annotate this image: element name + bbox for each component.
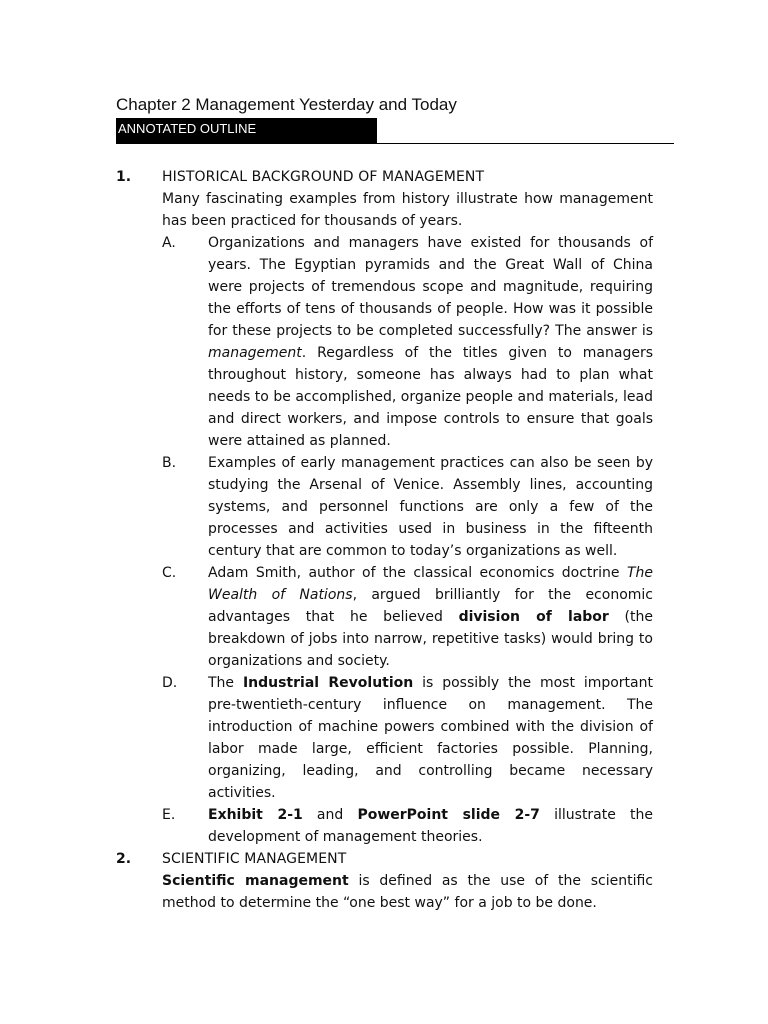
text-run: Adam Smith, author of the classical economics doctrine xyxy=(208,565,627,581)
chapter-title: Chapter 2 Management Yesterday and Today xyxy=(116,95,457,114)
outline-item xyxy=(162,804,653,848)
text-run: Examples of early management practices can also be seen by studying the Arsenal of Venice. Assembly lines, accounting systems, and personnel functions are only a few of the processes and activities used in business in the fifteenth century that are common to today’s organizations as well. xyxy=(208,455,653,559)
outline-item xyxy=(162,452,653,562)
section-heading: SCIENTIFIC MANAGEMENT xyxy=(162,851,347,867)
bold-term: Industrial Revolution xyxy=(242,675,414,691)
item-text xyxy=(208,672,653,804)
item-letter: B. xyxy=(162,455,177,471)
italic-term: management xyxy=(208,345,302,361)
text-run: Organizations and managers have existed for thousands of years. The Egyptian pyramids and the Great Wall of China were projects of tremendous scope and magnitude, requiring the efforts of tens of thousands of people. How was it possible for these projects to be completed successfully? The answer is xyxy=(208,235,653,339)
text-run: (the breakdown of jobs into narrow, repetitive tasks) would bring to organizations and society. xyxy=(208,609,653,669)
text-run: The xyxy=(208,675,243,691)
item-letter: C. xyxy=(162,565,177,581)
text-run: illustrate the development of management theories. xyxy=(208,807,654,845)
section-2 xyxy=(116,848,653,914)
bold-term: division of labor xyxy=(458,609,609,625)
item-text xyxy=(208,804,653,848)
header-rule xyxy=(116,143,674,144)
outline-item xyxy=(162,672,653,804)
italic-term: The Wealth of Nations xyxy=(208,565,653,603)
text-run: is defined as the use of the scientific method to determine the “one best way” for a job to be done. xyxy=(162,873,653,911)
text-run: is possibly the most important pre-twentieth-century influence on management. The introduction of machine powers combined with the division of labor made large, efficient factories possible. Planning, organizing, leading, and controlling became necessary activities. xyxy=(208,675,653,801)
text-run: and xyxy=(302,807,358,823)
annotated-outline-banner: ANNOTATED OUTLINE xyxy=(116,118,377,143)
section-intro xyxy=(162,870,653,914)
item-letter: D. xyxy=(162,675,178,691)
item-text xyxy=(208,452,653,562)
text-run: . Regardless of the titles given to managers throughout history, someone has always had to plan what needs to be accomplished, organize people and materials, lead and direct workers, and impose controls to ensure that goals were attained as planned. xyxy=(208,345,653,449)
item-letter: E. xyxy=(162,807,176,823)
section-1 xyxy=(116,166,653,848)
outline-item xyxy=(162,232,653,452)
text-run: , argued brilliantly for the economic advantages that he believed xyxy=(208,587,653,625)
bold-term: Exhibit 2-1 xyxy=(208,807,303,823)
item-letter: A. xyxy=(162,235,176,251)
section-number: 2. xyxy=(116,851,132,867)
section-items xyxy=(162,232,653,848)
bold-term: Scientific management xyxy=(162,873,349,889)
bold-term: PowerPoint slide 2-7 xyxy=(357,807,540,823)
section-intro: Many fascinating examples from history illustrate how management has been practiced for thousands of years. xyxy=(162,191,653,229)
section-heading: HISTORICAL BACKGROUND OF MANAGEMENT xyxy=(162,169,485,185)
item-text xyxy=(208,232,653,452)
outline-content xyxy=(116,166,653,914)
section-number: 1. xyxy=(116,169,132,185)
item-text xyxy=(208,562,653,672)
outline-item xyxy=(162,562,653,672)
